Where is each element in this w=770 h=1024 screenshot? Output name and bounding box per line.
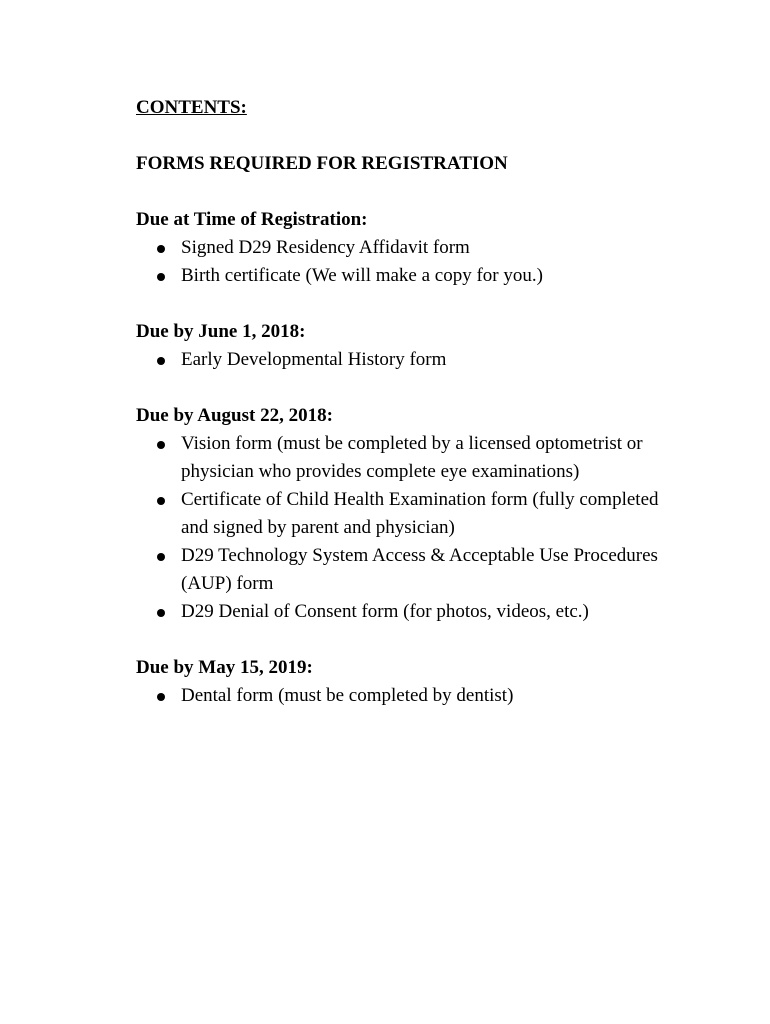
bullet-icon [157,693,165,701]
list-item [136,430,681,486]
list-item [136,262,681,290]
section-august-2018 [136,402,736,626]
list-item [136,542,681,598]
section-title: Due by May 15, 2019: [136,657,313,678]
list-item-text: Signed D29 Residency Affidavit form [181,237,470,258]
list-item [136,346,681,374]
list-item-text: Early Developmental History form [181,349,447,370]
bullet-icon [157,497,165,505]
list-item-text: Certificate of Child Health Examination form (fully completed and signed by parent and physician) [181,489,659,538]
requirement-list [136,430,736,626]
section-title: Due by August 22, 2018: [136,405,333,426]
bullet-icon [157,441,165,449]
section-may-2019 [136,654,736,710]
bullet-icon [157,553,165,561]
section-time-of-registration [136,206,736,290]
list-item-text: Vision form (must be completed by a licensed optometrist or physician who provides complete eye examinations) [181,433,643,482]
list-item-text: D29 Denial of Consent form (for photos, videos, etc.) [181,601,589,622]
list-item-text: D29 Technology System Access & Acceptable Use Procedures (AUP) form [181,545,658,594]
bullet-icon [157,609,165,617]
requirement-list [136,682,736,710]
bullet-icon [157,245,165,253]
section-title: Due at Time of Registration: [136,209,368,230]
bullet-icon [157,357,165,365]
list-item-text: Dental form (must be completed by dentist) [181,685,514,706]
list-item [136,598,681,626]
list-item [136,486,681,542]
list-item-text: Birth certificate (We will make a copy for you.) [181,265,543,286]
contents-heading: CONTENTS: [136,97,247,118]
document-page [136,94,736,710]
forms-heading: FORMS REQUIRED FOR REGISTRATION [136,153,508,174]
list-item [136,234,681,262]
list-item [136,682,681,710]
bullet-icon [157,273,165,281]
section-title: Due by June 1, 2018: [136,321,306,342]
requirement-list [136,346,736,374]
section-june-2018 [136,318,736,374]
requirement-list [136,234,736,290]
